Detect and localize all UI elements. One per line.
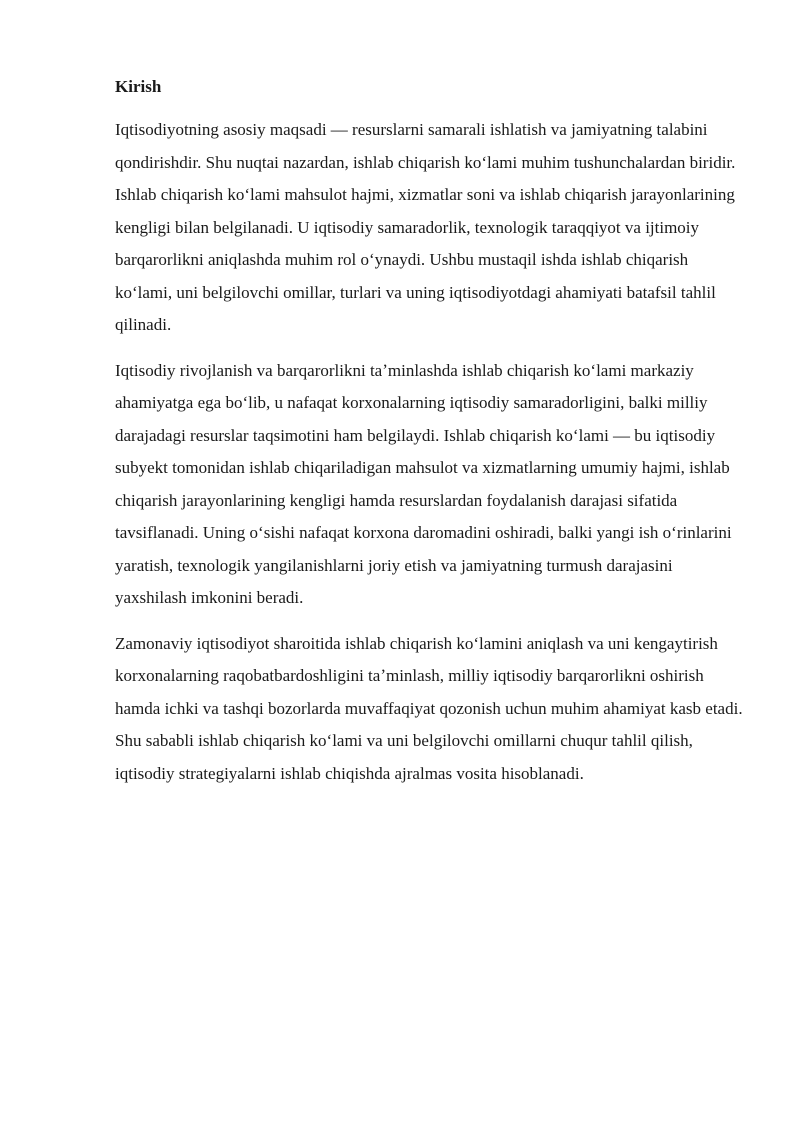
paragraph-2: Iqtisodiy rivojlanish va barqarorlikni taʼminlashda ishlab chiqarish koʻlami markaziy ahamiyatga ega boʻlib, u nafaqat korxonalarning iqtisodiy samaradorligini, balki milliy darajadagi resurslar taqsimotini ham belgilaydi. Ishlab chiqarish koʻlami — bu iqtisodiy subyekt tomonidan ishlab chiqariladigan mahsulot va xizmatlarning umumiy hajmi, ishlab chiqarish jarayonlarining kengligi hamda resurslardan foydalanish darajasi sifatida tavsiflanadi. Uning oʻsishi nafaqat korxona daromadini oshiradi, balki yangi ish oʻrinlarini yaratish, texnologik yangilanishlarni joriy etish va jamiyatning turmush darajasini yaxshilash imkonini beradi. bbox=[115, 360, 732, 607]
paragraph-3: Zamonaviy iqtisodiyot sharoitida ishlab chiqarish koʻlamini aniqlash va uni kengaytirish korxonalarning raqobatbardoshligini taʼminlash, milliy iqtisodiy barqarorlikni oshirish hamda ichki va tashqi bozorlarda muvaffaqiyat qozonish uchun muhim ahamiyat kasb etadi. Shu sababli ishlab chiqarish koʻlami va uni belgilovchi omillarni chuqur tahlil qilish, iqtisodiy strategiyalarni ishlab chiqishda ajralmas vosita hisoblanadi. bbox=[115, 633, 743, 783]
section-heading: Kirish bbox=[115, 77, 162, 96]
paragraph-1: Iqtisodiyotning asosiy maqsadi — resurslarni samarali ishlatish va jamiyatning talabini qondirishdir. Shu nuqtai nazardan, ishlab chiqarish koʻlami muhim tushunchalardan biridir. Ishlab chiqarish koʻlami mahsulot hajmi, xizmatlar soni va ishlab chiqarish jarayonlarining kengligi bilan belgilanadi. U iqtisodiy samaradorlik, texnologik taraqqiyot va ijtimoiy barqarorlikni aniqlashda muhim rol oʻynaydi. Ushbu mustaqil ishda ishlab chiqarish koʻlami, uni belgilovchi omillar, turlari va uning iqtisodiyotdagi ahamiyati batafsil tahlil qilinadi. bbox=[115, 120, 736, 334]
document-body bbox=[115, 76, 745, 803]
